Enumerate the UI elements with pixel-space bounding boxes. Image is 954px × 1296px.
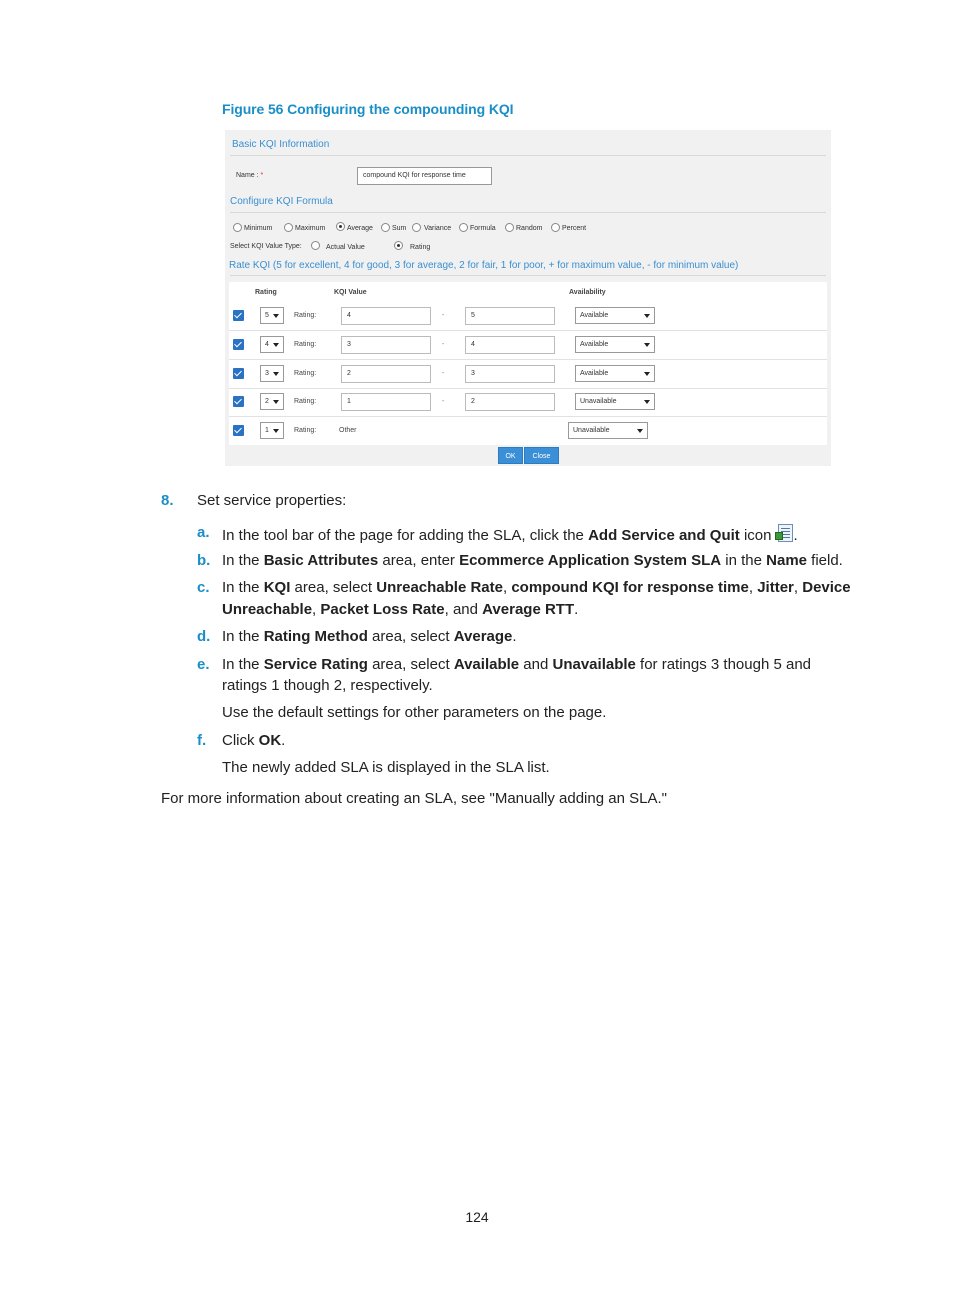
column-header-rating: Rating (255, 289, 277, 296)
availability-select[interactable]: Available (575, 336, 655, 353)
kqi-min-input[interactable]: 2 (341, 365, 431, 383)
substep-c-text-line1: In the KQI area, select Unreachable Rate, compound KQI for response time, Jitter, Device (222, 579, 851, 596)
rating-select[interactable]: 3 (260, 365, 284, 382)
kqi-config-screenshot (225, 130, 831, 466)
table-row (229, 302, 827, 331)
radio-label-rating: Rating (410, 244, 431, 251)
rating-label: Rating: (294, 398, 317, 405)
basic-kqi-section-title: Basic KQI Information (232, 139, 330, 150)
kqi-max-input[interactable]: 4 (465, 336, 555, 354)
substep-f-text: Click OK. (222, 732, 286, 749)
rating-select[interactable]: 5 (260, 307, 284, 324)
name-label: Name : * (236, 172, 264, 179)
page-number: 124 (465, 1209, 489, 1225)
kqi-max-input[interactable]: 2 (465, 393, 555, 411)
radio-variance[interactable] (412, 223, 421, 232)
chevron-down-icon (644, 372, 650, 376)
row-checkbox[interactable] (233, 425, 244, 436)
chevron-down-icon (273, 314, 279, 318)
table-row (229, 331, 827, 360)
chevron-down-icon (644, 343, 650, 347)
range-dash: - (442, 341, 445, 348)
availability-select[interactable]: Available (575, 365, 655, 382)
chevron-down-icon (637, 429, 643, 433)
divider (230, 212, 826, 213)
radio-actual-value[interactable] (311, 241, 320, 250)
radio-sum[interactable] (381, 223, 390, 232)
substep-e-letter: e. (197, 656, 210, 673)
substep-a-letter: a. (197, 524, 210, 541)
availability-select[interactable]: Unavailable (575, 393, 655, 410)
figure-caption: Figure 56 Configuring the compounding KQI (222, 101, 514, 117)
rating-label: Rating: (294, 312, 317, 319)
radio-label-random: Random (516, 225, 543, 232)
name-input[interactable]: compound KQI for response time (357, 167, 492, 185)
substep-c-letter: c. (197, 579, 210, 596)
step-8-text: Set service properties: (197, 492, 347, 509)
rate-kqi-section-title: Rate KQI (5 for excellent, 4 for good, 3 for average, 2 for fair, 1 for poor, + for maximum value, - for minimum value) (229, 260, 739, 271)
radio-label-average: Average (347, 225, 373, 232)
substep-f-note: The newly added SLA is displayed in the SLA list. (222, 759, 550, 776)
substep-e-note: Use the default settings for other parameters on the page. (222, 704, 607, 721)
row-checkbox[interactable] (233, 396, 244, 407)
radio-label-minimum: Minimum (244, 225, 273, 232)
rating-select[interactable]: 1 (260, 422, 284, 439)
radio-rating[interactable] (394, 241, 403, 250)
value-type-label: Select KQI Value Type: (230, 243, 302, 250)
configure-formula-section-title: Configure KQI Formula (230, 196, 333, 207)
availability-select[interactable]: Available (575, 307, 655, 324)
range-dash: - (442, 312, 445, 319)
column-header-kqi-value: KQI Value (334, 289, 367, 296)
radio-percent[interactable] (551, 223, 560, 232)
substep-d-letter: d. (197, 628, 211, 645)
substep-a-text: In the tool bar of the page for adding the SLA, click the Add Service and Quit icon . (222, 524, 798, 544)
substep-f-letter: f. (197, 732, 207, 749)
radio-label-maximum: Maximum (295, 225, 326, 232)
substep-b-text: In the Basic Attributes area, enter Ecommerce Application System SLA in the Name field. (222, 552, 843, 569)
column-header-availability: Availability (569, 289, 606, 296)
rating-label: Rating: (294, 341, 317, 348)
table-row (229, 417, 827, 446)
chevron-down-icon (644, 400, 650, 404)
row-checkbox[interactable] (233, 368, 244, 379)
row-checkbox[interactable] (233, 310, 244, 321)
rating-label: Rating: (294, 427, 317, 434)
rating-label: Rating: (294, 370, 317, 377)
radio-label-percent: Percent (562, 225, 587, 232)
kqi-min-input[interactable]: 4 (341, 307, 431, 325)
kqi-max-input[interactable]: 5 (465, 307, 555, 325)
substep-d-text: In the Rating Method area, select Average. (222, 628, 517, 645)
radio-average[interactable] (336, 222, 345, 231)
step-number-8: 8. (161, 492, 174, 509)
row-checkbox[interactable] (233, 339, 244, 350)
divider (230, 275, 826, 276)
radio-random[interactable] (505, 223, 514, 232)
chevron-down-icon (273, 429, 279, 433)
radio-label-actual-value: Actual Value (326, 244, 365, 251)
chevron-down-icon (273, 372, 279, 376)
radio-minimum[interactable] (233, 223, 242, 232)
other-label: Other (339, 427, 357, 434)
ok-button[interactable]: OK (498, 447, 523, 464)
substep-e-text-line2: ratings 1 though 2, respectively. (222, 677, 433, 694)
chevron-down-icon (273, 343, 279, 347)
close-button[interactable]: Close (524, 447, 559, 464)
table-row (229, 360, 827, 389)
chevron-down-icon (644, 314, 650, 318)
availability-select[interactable]: Unavailable (568, 422, 648, 439)
kqi-min-input[interactable]: 1 (341, 393, 431, 411)
substep-e-text-line1: In the Service Rating area, select Available and Unavailable for ratings 3 though 5 and (222, 656, 811, 673)
substep-b-letter: b. (197, 552, 211, 569)
chevron-down-icon (273, 400, 279, 404)
rating-select[interactable]: 4 (260, 336, 284, 353)
radio-label-variance: Variance (424, 225, 452, 232)
radio-formula[interactable] (459, 223, 468, 232)
radio-label-formula: Formula (470, 225, 496, 232)
rating-select[interactable]: 2 (260, 393, 284, 410)
divider (230, 155, 826, 156)
rating-table (229, 282, 827, 445)
radio-label-sum: Sum (392, 225, 407, 232)
radio-maximum[interactable] (284, 223, 293, 232)
kqi-max-input[interactable]: 3 (465, 365, 555, 383)
substep-c-text-line2: Unreachable, Packet Loss Rate, and Average RTT. (222, 601, 579, 618)
table-row (229, 388, 827, 417)
more-info-text: For more information about creating an SLA, see "Manually adding an SLA." (161, 790, 667, 807)
range-dash: - (442, 370, 445, 377)
add-service-and-quit-icon (775, 524, 793, 544)
kqi-min-input[interactable]: 3 (341, 336, 431, 354)
range-dash: - (442, 398, 445, 405)
